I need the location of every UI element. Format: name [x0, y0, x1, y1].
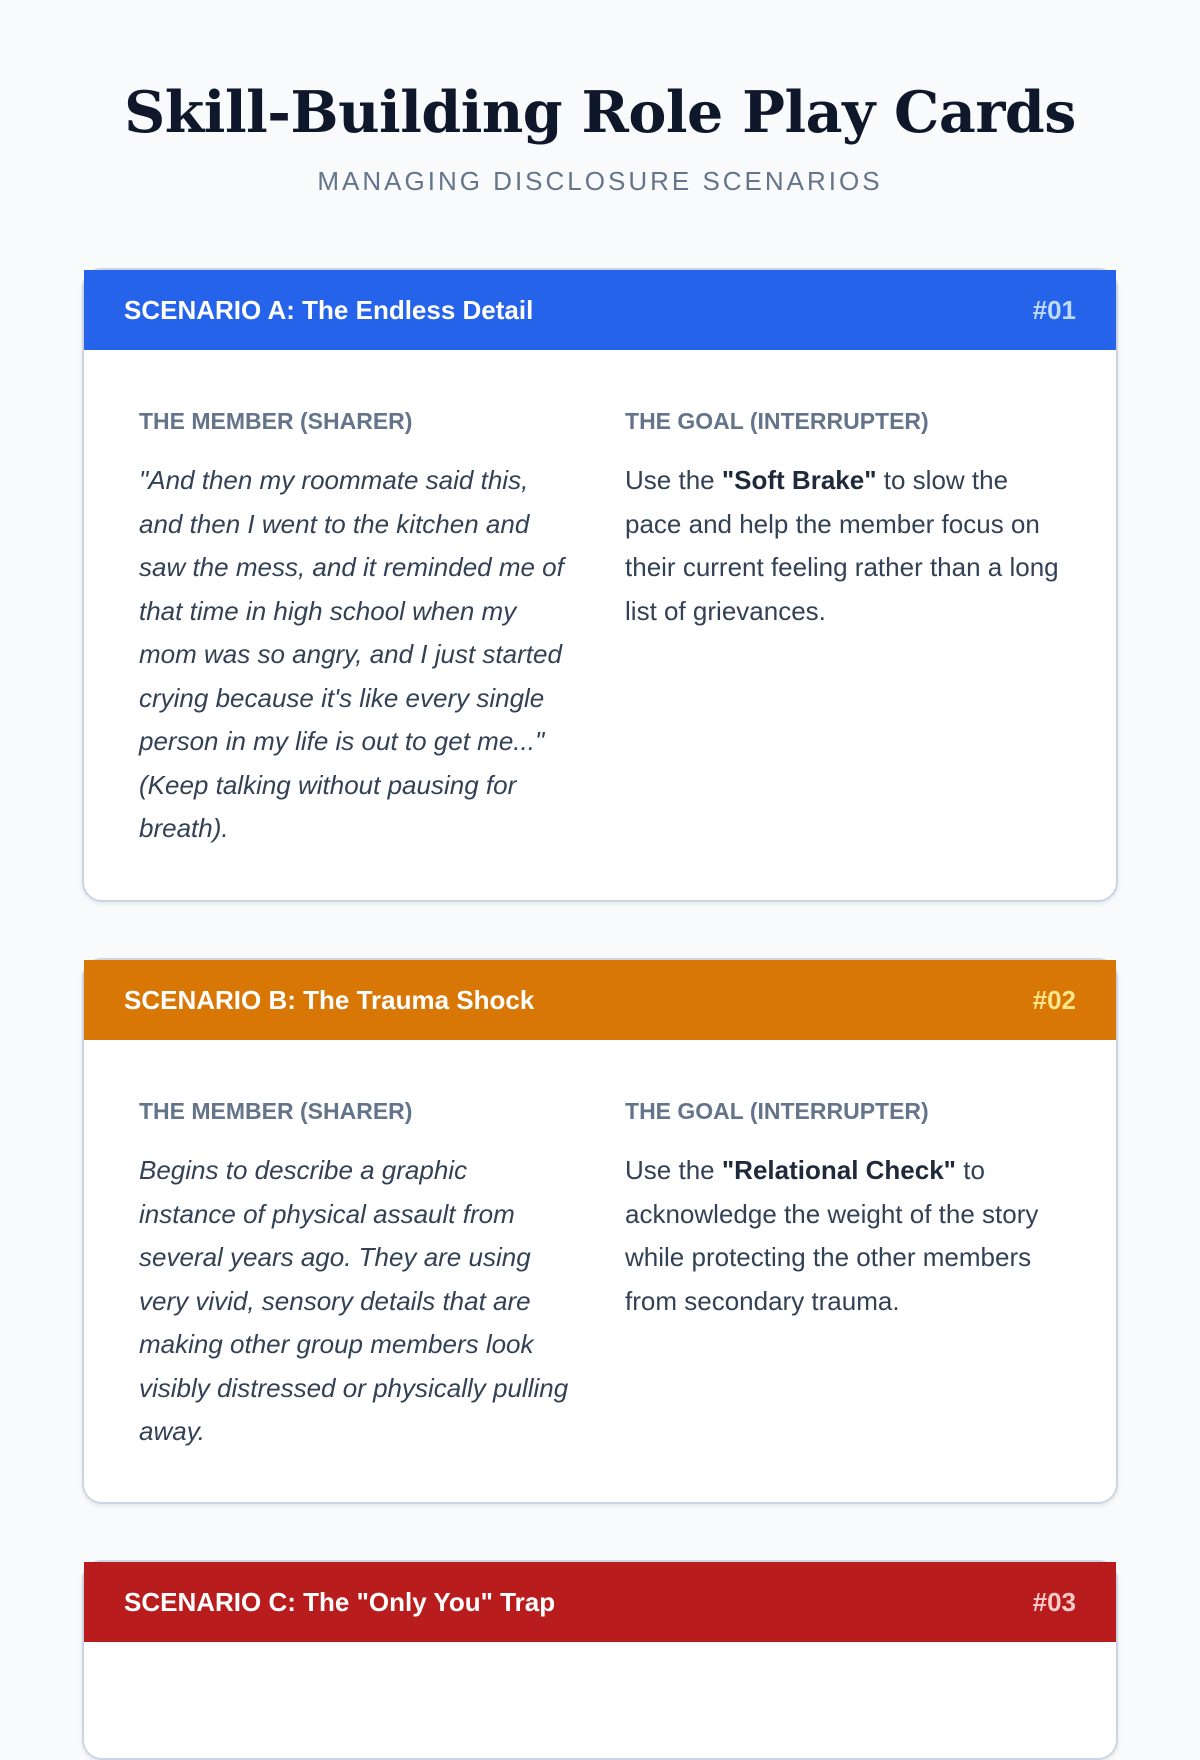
goal-text — [625, 1149, 1061, 1323]
member-text: Begins to describe a graphic instance of physical assault from several years ago. They are using very vivid, sensory details that are making other group members look visibly distressed or physically pulling away. — [139, 1155, 569, 1446]
goal-emphasis: "Soft Brake" — [721, 465, 877, 495]
card-header — [84, 1562, 1116, 1642]
card-title: SCENARIO B: The Trauma Shock — [124, 984, 535, 1015]
member-label: THE MEMBER (SHARER) — [139, 408, 413, 434]
card-number: #02 — [1032, 984, 1076, 1015]
goal-column — [625, 1095, 1061, 1454]
card-body — [84, 1040, 1116, 1454]
goal-label: THE GOAL (INTERRUPTER) — [625, 1098, 929, 1124]
goal-emphasis: "Relational Check" — [721, 1155, 957, 1185]
page-subtitle: MANAGING DISCLOSURE SCENARIOS — [317, 166, 883, 196]
goal-suffix: to slow the pace and help the member focus on their current feeling rather than a long list of grievances. — [625, 465, 1059, 626]
card-title: SCENARIO C: The "Only You" Trap — [124, 1586, 556, 1617]
member-column — [139, 1095, 570, 1454]
goal-label: THE GOAL (INTERRUPTER) — [625, 408, 929, 434]
member-label: THE MEMBER (SHARER) — [139, 1098, 413, 1124]
member-text: "And then my roommate said this, and then I went to the kitchen and saw the mess, and it reminded me of that time in high school when my mom was so angry, and I just started crying because it's like every single person in my life is out to get me..." (Keep talking without pausing for breath). — [139, 465, 564, 843]
card-body — [84, 350, 1116, 851]
scenario-card-a — [82, 268, 1118, 902]
goal-prefix: Use the — [625, 465, 722, 495]
scenario-card-c — [82, 1560, 1118, 1760]
card-header — [84, 270, 1116, 350]
goal-suffix: to acknowledge the weight of the story while protecting the other members from secondary trauma. — [625, 1155, 1039, 1316]
page-title: Skill-Building Role Play Cards — [124, 79, 1076, 146]
card-number: #03 — [1032, 1586, 1076, 1617]
card-header — [84, 960, 1116, 1040]
goal-prefix: Use the — [625, 1155, 722, 1185]
goal-column — [625, 405, 1061, 851]
scenario-card-b — [82, 958, 1118, 1504]
goal-text — [625, 459, 1061, 633]
card-title: SCENARIO A: The Endless Detail — [124, 294, 534, 325]
member-column — [139, 405, 570, 851]
card-number: #01 — [1032, 294, 1076, 325]
